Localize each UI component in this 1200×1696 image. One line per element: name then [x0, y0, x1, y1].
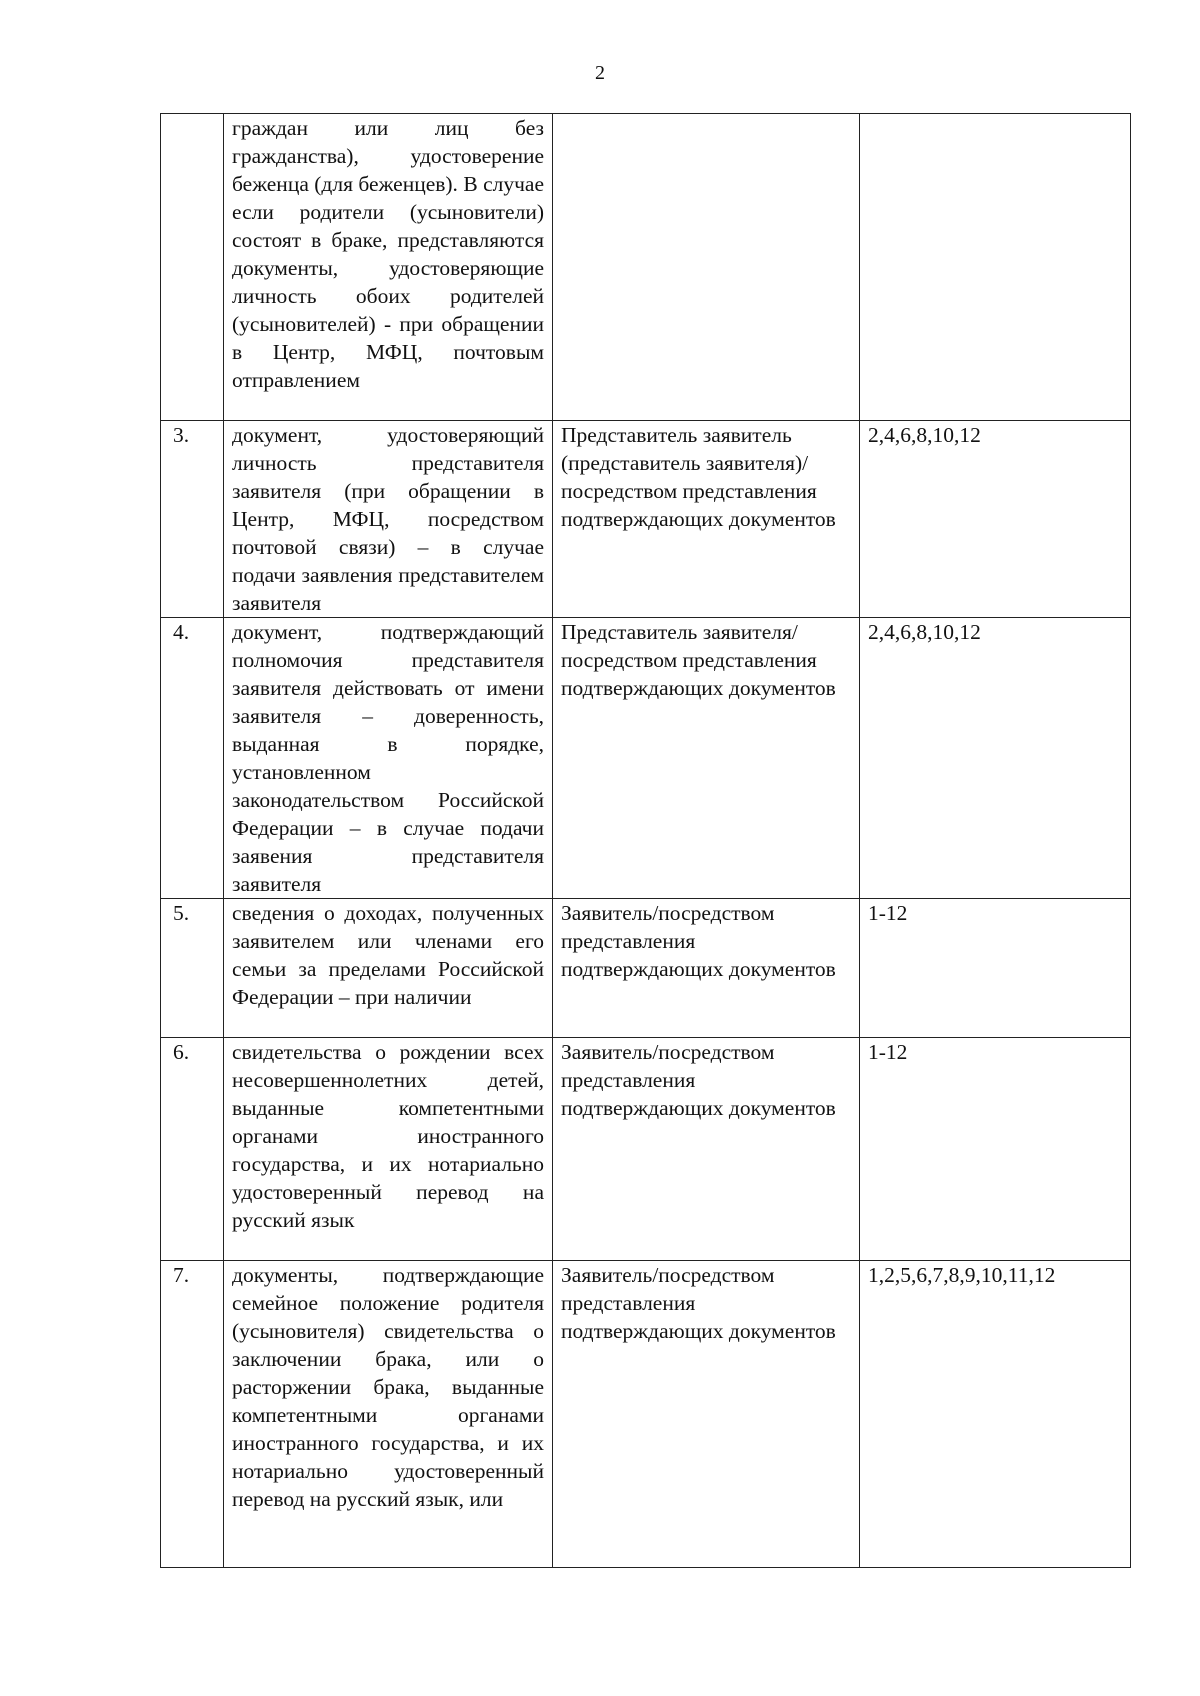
- document-provider: Заявитель/посредством представления подтверждающих документов: [553, 1261, 860, 1568]
- document-description: сведения о доходах, полученных заявителем или членами его семьи за пределами Российской Федерации – при наличии: [224, 899, 553, 1038]
- row-number: 6.: [161, 1038, 224, 1261]
- table-row: [161, 899, 1131, 1038]
- documents-table: [160, 113, 1131, 1568]
- category-references: 1-12: [860, 1038, 1131, 1261]
- document-description: документы, подтверждающие семейное положение родителя (усыновителя) свидетельства о заключении брака, или о расторжении брака, выданные компетентными органами иностранного государства, и их нотариально удостоверенный перевод на русский язык, или: [224, 1261, 553, 1568]
- page-number: 2: [595, 62, 605, 84]
- category-references: 2,4,6,8,10,12: [860, 421, 1131, 618]
- document-description: граждан или лиц без гражданства), удостоверение беженца (для беженцев). В случае если родители (усыновители) состоят в браке, представляются документы, удостоверяющие личность обоих родителей (усыновителей) - при обращении в Центр, МФЦ, почтовым отправлением: [224, 114, 553, 421]
- row-number: 4.: [161, 618, 224, 899]
- category-references: 1,2,5,6,7,8,9,10,11,12: [860, 1261, 1131, 1568]
- table-row: [161, 421, 1131, 618]
- document-description: свидетельства о рождении всех несовершеннолетних детей, выданные компетентными органами иностранного государства, и их нотариально удостоверенный перевод на русский язык: [224, 1038, 553, 1261]
- table-row: [161, 1261, 1131, 1568]
- document-provider: Заявитель/посредством представления подтверждающих документов: [553, 899, 860, 1038]
- document-description: документ, подтверждающий полномочия представителя заявителя действовать от имени заявителя – доверенность, выданная в порядке, установленном законодательством Российской Федерации – в случае подачи заявения представителя заявителя: [224, 618, 553, 899]
- table-row: [161, 114, 1131, 421]
- document-provider: [553, 114, 860, 421]
- document-provider: Заявитель/посредством представления подтверждающих документов: [553, 1038, 860, 1261]
- row-number: 7.: [161, 1261, 224, 1568]
- table-row: [161, 618, 1131, 899]
- row-number: 3.: [161, 421, 224, 618]
- category-references: 1-12: [860, 899, 1131, 1038]
- document-provider: Представитель заявитель (представитель заявителя)/посредством представления подтверждающих документов: [553, 421, 860, 618]
- document-description: документ, удостоверяющий личность представителя заявителя (при обращении в Центр, МФЦ, посредством почтовой связи) – в случае подачи заявления представителем заявителя: [224, 421, 553, 618]
- row-number: [161, 114, 224, 421]
- table-row: [161, 1038, 1131, 1261]
- category-references: 2,4,6,8,10,12: [860, 618, 1131, 899]
- row-number: 5.: [161, 899, 224, 1038]
- document-provider: Представитель заявителя/посредством представления подтверждающих документов: [553, 618, 860, 899]
- category-references: [860, 114, 1131, 421]
